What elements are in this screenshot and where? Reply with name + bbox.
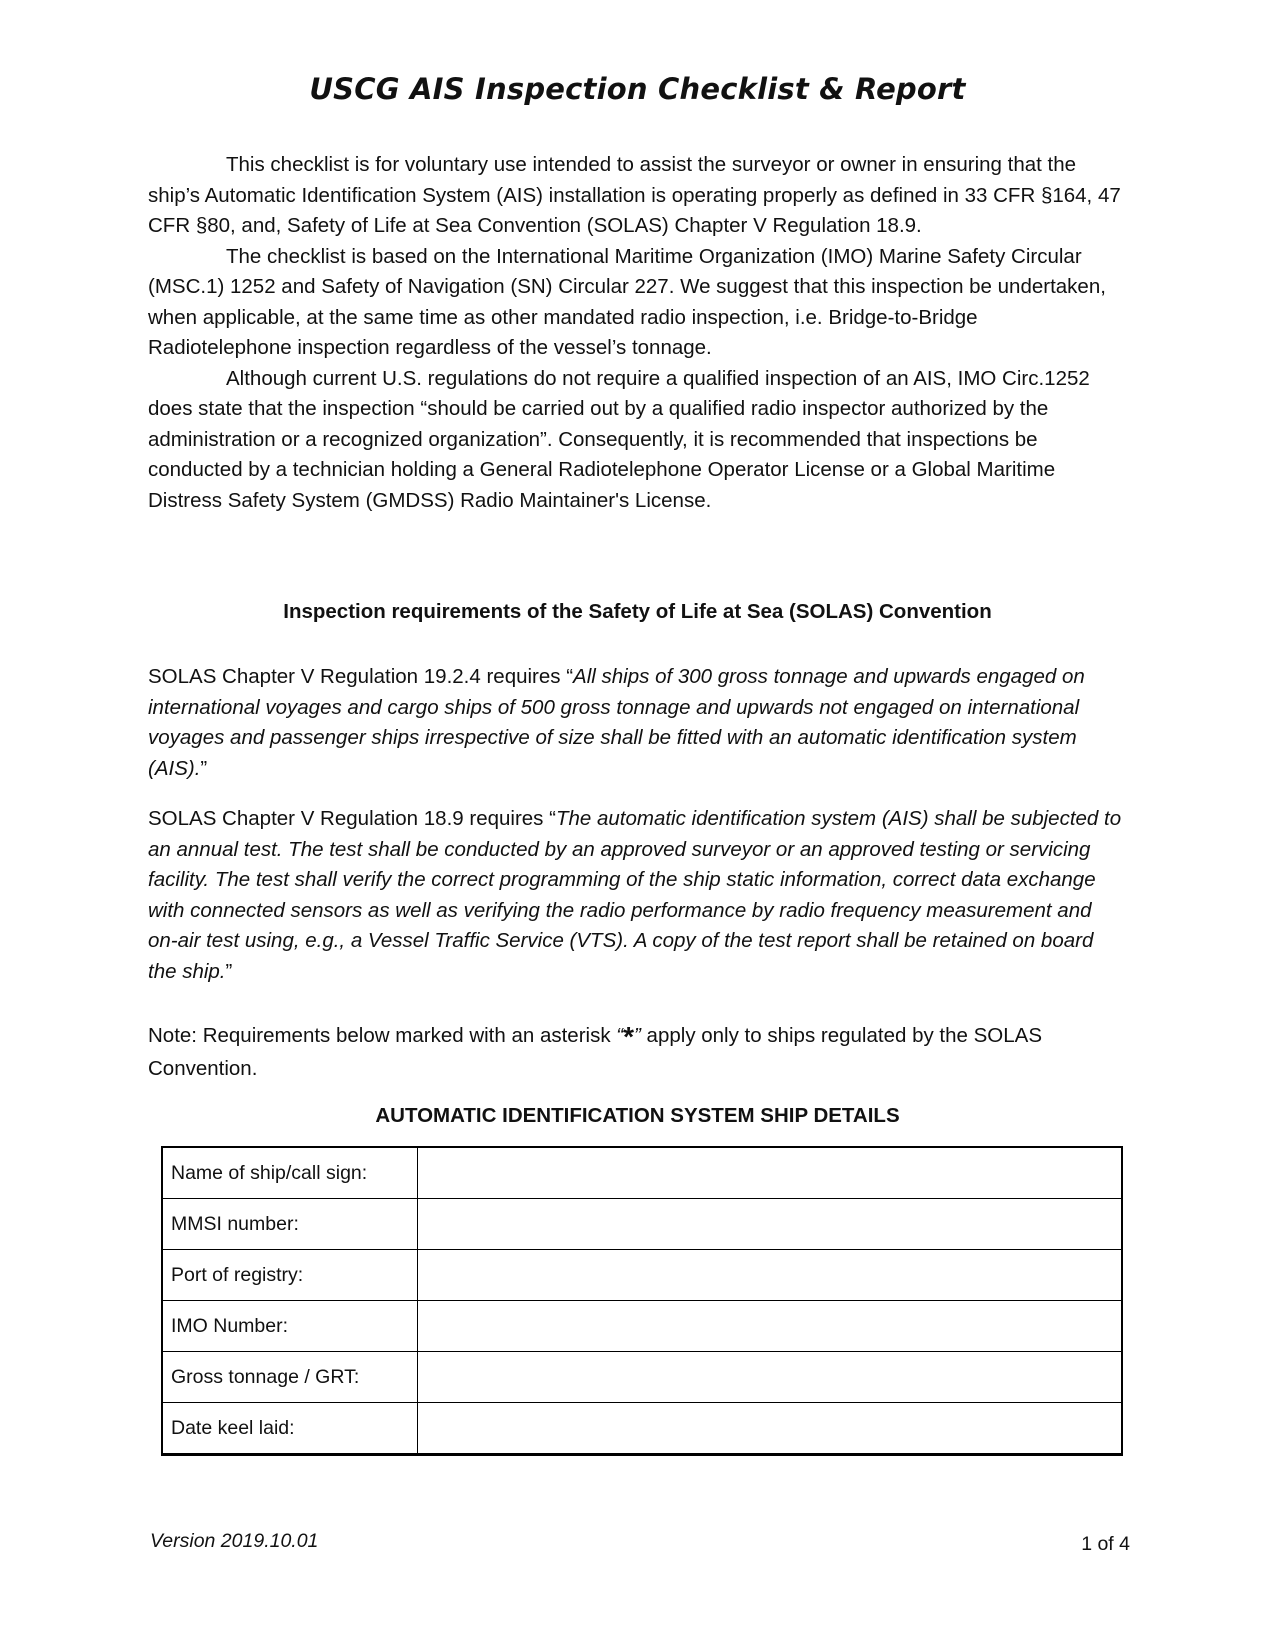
solas-requirement-19-2-4 [148, 662, 1123, 784]
field-label-port-of-registry: Port of registry: [162, 1250, 418, 1301]
note-text [148, 1020, 1123, 1085]
field-label-ship-name: Name of ship/call sign: [162, 1147, 418, 1199]
field-input-port-of-registry[interactable] [418, 1250, 1123, 1301]
section-heading: Inspection requirements of the Safety of Life at Sea (SOLAS) Convention [283, 600, 992, 623]
requirement-close: ” [200, 756, 208, 780]
field-label-mmsi: MMSI number: [162, 1199, 418, 1250]
requirement-close: ” [225, 959, 233, 983]
field-input-ship-name[interactable] [418, 1147, 1123, 1199]
ship-details-table [161, 1146, 1123, 1456]
note-close-quote: ” [634, 1024, 641, 1047]
intro-paragraph: This checklist is for voluntary use intended to assist the surveyor or owner in ensuring that the ship’s Automatic Identification System (AIS) installation is operating properly as defined in 33 CFR §164, 47 CFR §80, and, Safety of Life at Sea Convention (SOLAS) Chapter V Regulation 18.9. [148, 153, 1121, 237]
note-open-quote: “ [616, 1024, 624, 1047]
asterisk-icon: * [623, 1021, 635, 1052]
table-row [162, 1352, 1122, 1403]
intro-paragraph: The checklist is based on the International Maritime Organization (IMO) Marine Safety Circular (MSC.1) 1252 and Safety of Navigation (SN) Circular 227. We suggest that this inspection be undertaken, when applicable, at the same time as other mandated radio inspection, i.e. Bridge-to-Bridge Radiotelephone inspection regardless of the vessel’s tonnage. [148, 244, 1106, 359]
solas-requirement-text [148, 662, 1123, 784]
field-label-gross-tonnage: Gross tonnage / GRT: [162, 1352, 418, 1403]
table-row [162, 1250, 1122, 1301]
table-row [162, 1147, 1122, 1199]
note-after: apply only to ships regulated by the SOLAS Convention. [148, 1024, 1042, 1080]
intro-section [148, 150, 1123, 516]
field-input-date-keel-laid[interactable] [418, 1403, 1123, 1455]
asterisk-note [148, 1020, 1123, 1085]
requirement-quote: All ships of 300 gross tonnage and upwards engaged on international voyages and cargo ships of 500 gross tonnage and upwards not engaged on international voyages and passenger ships irrespective of size shall be fitted with an automatic identification system (AIS). [148, 665, 1085, 780]
note-before: Note: Requirements below marked with an asterisk [148, 1024, 617, 1047]
page-title: USCG AIS Inspection Checklist & Report [309, 72, 966, 106]
table-row [162, 1199, 1122, 1250]
field-label-date-keel-laid: Date keel laid: [162, 1403, 418, 1455]
requirement-lead: SOLAS Chapter V Regulation 18.9 requires “ [148, 807, 556, 830]
field-input-imo-number[interactable] [418, 1301, 1123, 1352]
ship-details-title: AUTOMATIC IDENTIFICATION SYSTEM SHIP DETAILS [375, 1104, 900, 1127]
intro-paragraph: Although current U.S. regulations do not require a qualified inspection of an AIS, IMO Circ.1252 does state that the inspection “should be carried out by a qualified radio inspector authorized by the administration or a recognized organization”. Consequently, it is recommended that inspections be conducted by a technician holding a General Radiotelephone Operator License or a Global Maritime Distress Safety System (GMDSS) Radio Maintainer's License. [148, 366, 1090, 512]
requirement-quote: The automatic identification system (AIS) shall be subjected to an annual test. The test shall be conducted by an approved surveyor or an approved testing or servicing facility. The test shall verify the correct programming of the ship static information, correct data exchange with connected sensors as well as verifying the radio performance by radio frequency measurement and on-air test using, e.g., a Vessel Traffic Service (VTS). A copy of the test report shall be retained on board the ship. [148, 807, 1122, 983]
table-row [162, 1301, 1122, 1352]
table-row [162, 1403, 1122, 1455]
field-input-mmsi[interactable] [418, 1199, 1123, 1250]
field-input-gross-tonnage[interactable] [418, 1352, 1123, 1403]
solas-requirement-18-9 [148, 804, 1123, 987]
page-number: 1 of 4 [1081, 1533, 1130, 1555]
solas-requirement-text [148, 804, 1123, 987]
version-label: Version 2019.10.01 [150, 1530, 319, 1552]
requirement-lead: SOLAS Chapter V Regulation 19.2.4 requires “ [148, 665, 574, 688]
field-label-imo-number: IMO Number: [162, 1301, 418, 1352]
